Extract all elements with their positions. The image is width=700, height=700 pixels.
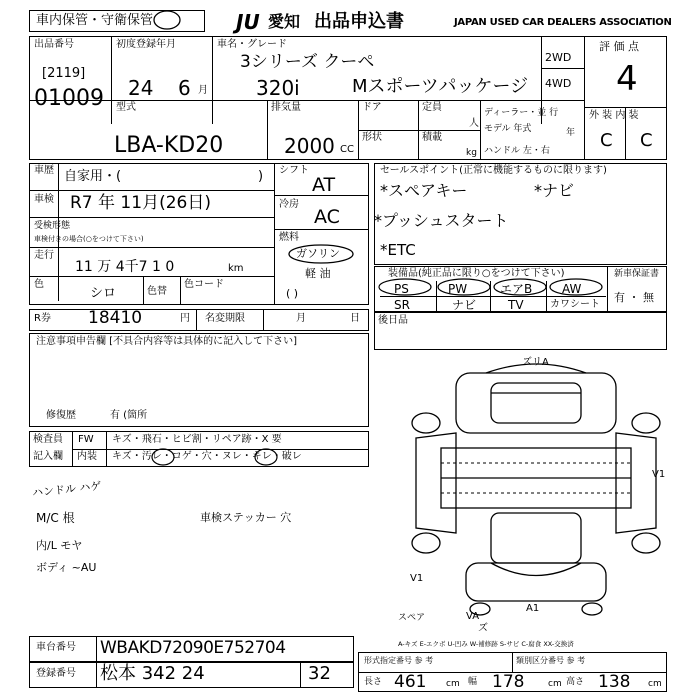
length-label: 長さ: [364, 677, 383, 687]
cc-unit: CC: [340, 144, 354, 155]
damage-mark-right: V1: [652, 469, 666, 480]
ext-int-label: 外 装 内 装: [589, 110, 639, 121]
class-no-label: 類別区分番号 参 考: [516, 656, 586, 665]
ac-value: AC: [314, 206, 340, 228]
km-unit: km: [228, 263, 244, 274]
load-label: 積載: [422, 132, 442, 143]
damage-mark-top: ズリA: [522, 357, 549, 368]
hand-note-4: ボディ ~AU: [36, 561, 97, 574]
drive-4wd: 4WD: [545, 77, 572, 90]
width-unit: cm: [548, 679, 562, 689]
car-diagram: [396, 353, 676, 623]
damage-mark-bottom-1: VA: [466, 611, 480, 622]
color-code-label: 色コード: [184, 279, 224, 290]
interior-row-label: 内装: [77, 451, 97, 462]
name-change-label: 名変期限: [205, 313, 245, 324]
registration-label: 登録番号: [36, 668, 76, 679]
displacement-label: 排気量: [271, 102, 301, 113]
model-code: LBA-KD20: [114, 133, 224, 158]
repair-label: 修復歴: [46, 410, 76, 421]
car-name-label: 車名・グレード: [217, 39, 287, 50]
assoc-name: JAPAN USED CAR DEALERS ASSOCIATION: [454, 17, 672, 28]
storage-circle-mark: [152, 9, 182, 31]
equip-airbag: エアB: [500, 282, 533, 296]
person-unit: 人: [469, 118, 479, 129]
width-value: 178: [492, 672, 525, 692]
registration-number: 松本 342 24: [100, 663, 205, 684]
color-label: 色: [34, 279, 44, 290]
hand-note-mid: 車検ステッカー 穴: [200, 511, 292, 524]
exterior-grade: C: [600, 130, 613, 151]
displacement: 2000: [284, 134, 335, 158]
equipment-label: 装備品(純正品に限り○をつけて下さい): [388, 268, 565, 279]
door-label: ドア: [362, 102, 382, 113]
repair-value: 有 (箇所: [110, 410, 148, 421]
selling-point-2: *ナビ: [534, 181, 575, 200]
form-title: 出品申込書: [314, 11, 404, 32]
history-label: 車歴: [34, 165, 54, 176]
mileage-label: 走行: [34, 250, 54, 261]
warranty-label: 新車保証書: [614, 269, 660, 279]
recycle-value: 18410: [88, 308, 143, 328]
later-label: 後日品: [378, 315, 408, 326]
notes-box: [29, 333, 369, 427]
equip-aw: AW: [562, 282, 582, 296]
first-reg-month-unit: 月: [198, 85, 208, 96]
fuel-other: ( ): [286, 287, 299, 300]
equip-leather: カワシート: [550, 299, 600, 310]
color-value: シロ: [90, 286, 117, 301]
capacity-label: 定員: [422, 102, 442, 113]
damage-mark-left: V1: [410, 573, 424, 584]
recycle-label: R券: [34, 313, 51, 324]
car-model: 3シリーズ クーペ: [240, 52, 375, 72]
interior-row: キズ・汚レ・コゲ・穴・ヌレ・キレ・破レ: [112, 451, 302, 462]
inspection-sub: 車検付きの場合(○をつけて下さい): [34, 235, 144, 243]
registration-suffix: 32: [308, 663, 331, 684]
car-grade: 320i: [256, 76, 300, 100]
lot-number: 01009: [34, 86, 104, 111]
hand-note-3: 内/L モヤ: [36, 539, 83, 552]
org-name: 愛知: [268, 12, 301, 31]
inspector-label-1: 検査員: [33, 434, 63, 445]
damage-mark-bottom-2: ズ: [478, 623, 488, 634]
equip-tv: TV: [508, 298, 524, 312]
shape-label: 形状: [362, 132, 382, 143]
recycle-row: [29, 309, 369, 331]
equipment-circle-marks: [378, 277, 608, 297]
hand-note-2: M/C 根: [36, 511, 75, 525]
fuel-gasoline: ガソリン: [296, 247, 340, 260]
fuel-diesel: 軽 油: [305, 267, 331, 280]
lot-label: 出品番号: [34, 39, 74, 50]
equip-sr: SR: [394, 298, 410, 312]
hand-note-1: ハンドル ハゲ: [31, 479, 102, 500]
later-box: [374, 312, 667, 350]
interior-grade: C: [640, 130, 653, 151]
chassis-number: WBAKD72090E752704: [100, 638, 286, 658]
inspector-circle-marks: [110, 448, 370, 468]
first-reg-label: 初度登録年月: [116, 39, 176, 50]
rating-label: 評 価 点: [599, 40, 639, 53]
history-value: 自家用・(: [64, 169, 122, 184]
storage-label: 車内保管・守衛保管: [36, 13, 154, 28]
shift-label: シフト: [279, 165, 309, 176]
recycle-yen: 円: [180, 313, 190, 324]
handle-label: ハンドル 左・右: [484, 146, 550, 156]
rating-value: 4: [616, 59, 638, 99]
shaken-date: R7 年 11月(26日): [70, 193, 211, 213]
selling-point-3: *プッシュスタート: [374, 211, 509, 230]
fw-row: キズ・飛石・ヒビ割・リペア跡・X 要: [112, 434, 282, 445]
lot-sub-number: [2119]: [42, 66, 86, 81]
color-change-label: 色替: [147, 286, 167, 297]
fuel-circle-mark: [286, 243, 356, 265]
height-value: 138: [598, 672, 631, 692]
inspector-label-2: 記入欄: [33, 451, 63, 462]
fuel-label: 燃料: [279, 232, 299, 243]
height-label: 高さ: [566, 677, 585, 687]
notes-label: 注意事項申告欄 [不具合内容等は具体的に記入して下さい]: [36, 336, 297, 347]
length-unit: cm: [446, 679, 460, 689]
fw-label: FW: [78, 434, 94, 445]
first-reg-year: 24: [128, 76, 154, 100]
equip-pw: PW: [448, 282, 468, 296]
selling-point-1: *スペアキー: [380, 181, 468, 200]
first-reg-month: 6: [178, 76, 191, 100]
history-close: ): [258, 169, 264, 184]
drive-2wd: 2WD: [545, 51, 572, 64]
warranty-value: 有 ・ 無: [614, 291, 654, 304]
dealer-label: ディーラー・並 行: [484, 108, 559, 118]
spare-label: スペア: [398, 613, 426, 623]
damage-mark-bottom-3: A1: [526, 603, 540, 614]
height-unit: cm: [648, 679, 662, 689]
car-package: Mスポーツパッケージ: [352, 76, 529, 97]
shift-value: AT: [312, 174, 336, 196]
mileage: 11 万 4千7 1 0: [75, 259, 175, 275]
damage-legend: A-キズ E-エクボ U-凹み W-補修跡 S-サビ C-腐食 XX-交換済: [398, 640, 574, 648]
chassis-label: 車台番号: [36, 642, 76, 653]
year-unit: 年: [566, 128, 576, 138]
model-code-label: 型式: [116, 102, 136, 113]
ac-label: 冷房: [279, 199, 299, 210]
ju-logo: JU: [236, 10, 260, 34]
kg-unit: kg: [466, 148, 477, 158]
model-year-label: モデル 年式: [484, 124, 532, 134]
name-change-month: 月: [296, 313, 306, 324]
width-label: 幅: [468, 677, 478, 687]
length-value: 461: [394, 672, 427, 692]
equip-ps: PS: [394, 282, 409, 296]
selling-points-label: セールスポイント(正常に機能するものに限ります): [380, 165, 607, 176]
shaken-label: 車検: [34, 194, 54, 205]
equip-navi: ナビ: [452, 298, 477, 312]
name-change-day: 日: [350, 313, 360, 324]
selling-point-4: *ETC: [380, 241, 416, 259]
inspection-label: 受検形態: [34, 221, 71, 231]
form-no-label: 形式指定番号 参 考: [364, 656, 434, 665]
